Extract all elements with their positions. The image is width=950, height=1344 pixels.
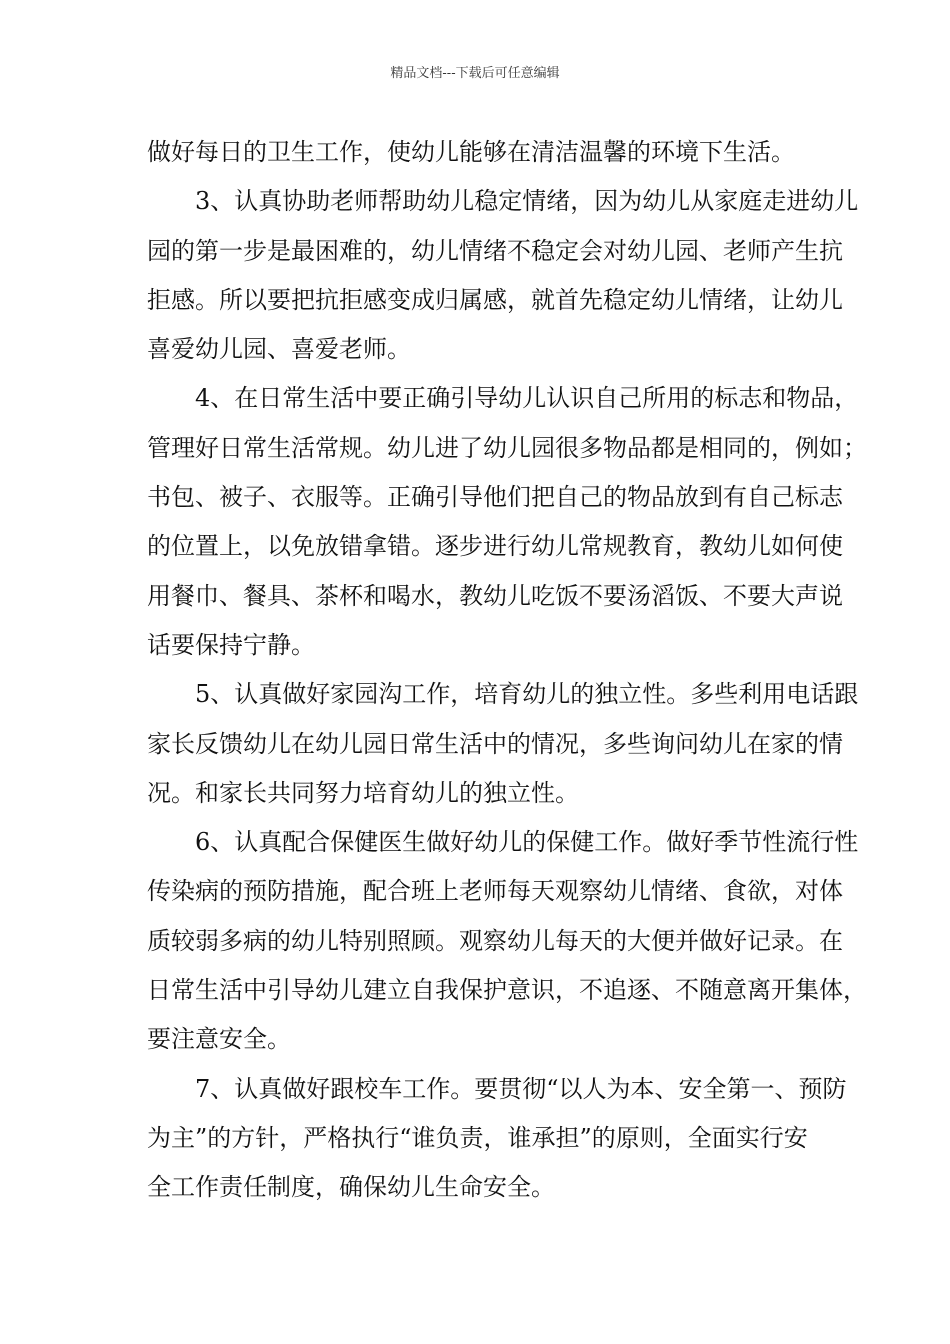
paragraph-7-line: 7、认真做好跟校车工作。要贯彻“以人为本、安全第一、预防 — [195, 1074, 847, 1103]
text-line: 拒感。所以要把抗拒感变成归属感，就首先稳定幼儿情绪，让幼儿 — [147, 285, 843, 314]
text-line: 书包、被子、衣服等。正确引导他们把自己的物品放到有自己标志 — [147, 483, 843, 512]
text-line: 喜爱幼儿园、喜爱老师。 — [147, 335, 411, 364]
document-body — [147, 128, 867, 1213]
text-line: 管理好日常生活常规。幼儿进了幼儿园很多物品都是相同的，例如； — [147, 433, 867, 462]
paragraph-5-line: 5、认真做好家园沟工作，培育幼儿的独立性。多些利用电话跟 — [195, 680, 859, 709]
text-line: 为主”的方针，严格执行“谁负责，谁承担”的原则，全面实行安 — [147, 1123, 808, 1152]
text-line: 做好每日的卫生工作，使幼儿能够在清洁温馨的环境下生活。 — [147, 138, 795, 166]
page-header: 精品文档---下载后可任意编辑 — [390, 66, 560, 81]
text-line: 日常生活中引导幼儿建立自我保护意识，不追逐、不随意离开集体， — [147, 976, 867, 1005]
paragraph-3-line: 3、认真协助老师帮助幼儿稳定情绪，因为幼儿从家庭走进幼儿 — [195, 187, 859, 216]
text-line: 况。和家长共同努力培育幼儿的独立性。 — [147, 778, 579, 807]
paragraph-6-line: 6、认真配合保健医生做好幼儿的保健工作。做好季节性流行性 — [195, 828, 859, 857]
text-line: 质较弱多病的幼儿特别照顾。观察幼儿每天的大便并做好记录。在 — [147, 926, 843, 955]
paragraph-4-line: 4、在日常生活中要正确引导幼儿认识自己所用的标志和物品， — [195, 384, 859, 413]
text-line: 传染病的预防措施，配合班上老师每天观察幼儿情绪、食欲，对体 — [147, 877, 843, 906]
text-line: 全工作责任制度，确保幼儿生命安全。 — [147, 1173, 555, 1202]
text-line: 话要保持宁静。 — [147, 630, 315, 659]
text-line: 家长反馈幼儿在幼儿园日常生活中的情况，多些询问幼儿在家的情 — [147, 729, 843, 758]
text-line: 用餐巾、餐具、茶杯和喝水，教幼儿吃饭不要汤滔饭、不要大声说 — [147, 581, 843, 610]
text-line: 的位置上，以免放错拿错。逐步进行幼儿常规教育，教幼儿如何使 — [147, 532, 843, 561]
text-line: 园的第一步是最困难的，幼儿情绪不稳定会对幼儿园、老师产生抗 — [147, 236, 843, 265]
text-line: 要注意安全。 — [147, 1025, 291, 1054]
